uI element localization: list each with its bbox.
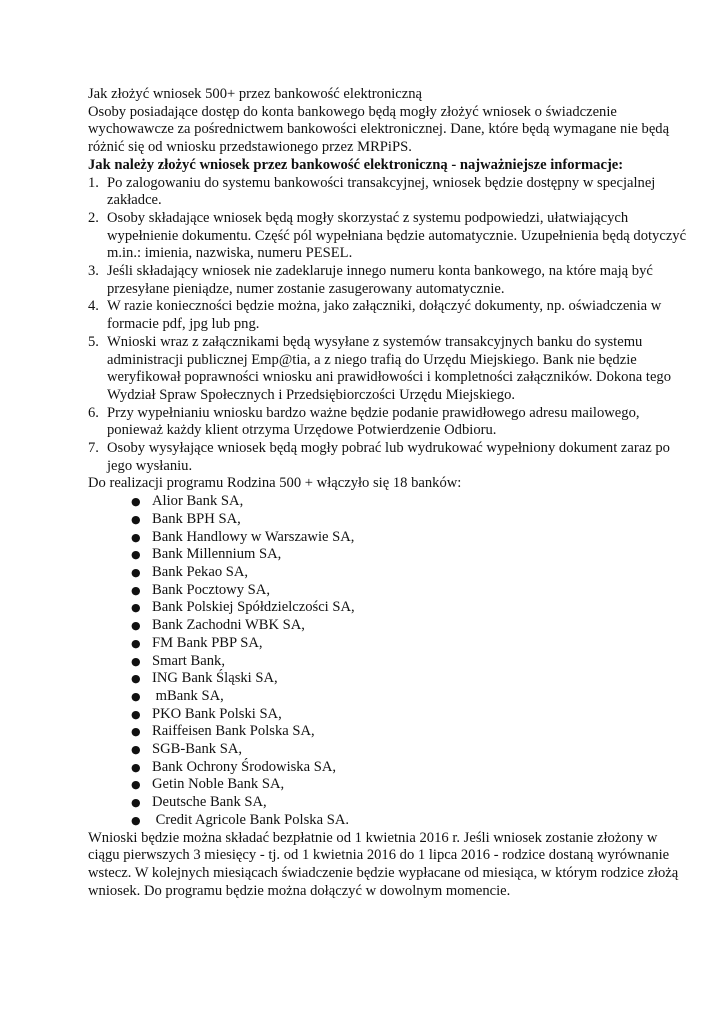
bank-name: Bank Polskiej Spółdzielczości SA, [152, 599, 355, 616]
bullet-icon: ● [131, 654, 141, 668]
bullet-icon: ● [131, 530, 141, 544]
bank-item [131, 510, 688, 529]
bullet-icon: ● [131, 601, 141, 615]
bank-name: Bank Pocztowy SA, [152, 581, 270, 598]
bank-item [131, 794, 688, 812]
step-item [88, 263, 688, 298]
bank-name: ING Bank Śląski SA, [152, 670, 278, 687]
bullet-icon: ● [131, 707, 141, 721]
bullet-icon: ● [131, 689, 141, 703]
step-item [88, 404, 688, 440]
bank-item [131, 811, 688, 830]
steps-list [88, 175, 688, 476]
bank-item [131, 617, 688, 635]
bank-item [131, 758, 688, 777]
bank-name: Smart Bank, [152, 652, 225, 669]
bank-item [131, 652, 688, 671]
intro-paragraph: Osoby posiadające dostęp do konta bankowego będą mogły złożyć wniosek o świadczenie wychowawcze za pośrednictwem bankowości elektronicznej. Dane, które będą wymagane nie będą różnić się od wniosku przedstawionego przez MRPiPS. [88, 103, 670, 156]
bullet-icon: ● [131, 565, 141, 579]
step-item [88, 174, 688, 210]
bank-name: Getin Noble Bank SA, [152, 776, 285, 793]
bank-name: Bank BPH SA, [152, 510, 241, 527]
bank-item [131, 528, 688, 547]
bank-name: Bank Handlowy w Warszawie SA, [152, 528, 355, 545]
bank-item [131, 670, 688, 688]
bank-item [131, 563, 688, 582]
step-item [88, 298, 688, 333]
step-item [88, 209, 688, 263]
step-text: W razie konieczności będzie można, jako załączniki, dołączyć dokumenty, np. oświadczenia w formacie pdf, jpg lub png. [107, 298, 662, 333]
bank-item [131, 581, 688, 600]
bank-item [131, 599, 688, 617]
bank-name: Alior Bank SA, [152, 493, 244, 510]
bank-name: Deutsche Bank SA, [152, 794, 267, 811]
step-text: Po zalogowaniu do systemu bankowości transakcyjnej, wniosek będzie dostępny w specjalnej zakładce. [107, 174, 656, 209]
step-number: 1. [88, 174, 99, 191]
document-page [88, 86, 688, 900]
bank-item [131, 546, 688, 564]
bullet-icon: ● [131, 725, 141, 739]
bank-name: Bank Ochrony Środowiska SA, [152, 758, 337, 775]
step-text: Jeśli składający wniosek nie zadeklaruje innego numeru konta bankowego, na które mają być przesyłane pieniądze, numer zostanie zasugerowany automatycznie. [107, 263, 653, 297]
step-item [88, 440, 688, 475]
bullet-icon: ● [131, 778, 141, 792]
bullet-icon: ● [131, 672, 141, 686]
step-number: 3. [88, 263, 99, 280]
bullet-icon: ● [131, 760, 141, 774]
bank-name: Bank Zachodni WBK SA, [152, 617, 305, 634]
bank-item [131, 776, 688, 794]
document-title: Jak złożyć wniosek 500+ przez bankowość elektroniczną [88, 86, 423, 102]
banks-intro: Do realizacji programu Rodzina 500 + włączyło się 18 banków: [88, 475, 462, 492]
bank-item [131, 723, 688, 741]
step-number: 4. [88, 298, 99, 315]
step-item [88, 333, 688, 405]
bullet-icon: ● [131, 548, 141, 562]
step-text: Przy wypełnianiu wniosku bardzo ważne będzie podanie prawidłowego adresu mailowego, ponieważ każdy klient otrzyma Urzędowe Potwierdzenie Odbioru. [107, 404, 640, 439]
bank-name: Bank Pekao SA, [152, 563, 249, 580]
bank-item [131, 493, 688, 511]
bullet-icon: ● [131, 813, 141, 827]
step-number: 7. [88, 440, 99, 457]
step-number: 5. [88, 333, 99, 350]
bank-name: mBank SA, [152, 687, 224, 704]
bullet-icon: ● [131, 495, 141, 509]
bank-item [131, 634, 688, 653]
section-heading: Jak należy złożyć wniosek przez bankowość elektroniczną - najważniejsze informacje: [88, 156, 624, 173]
bullet-icon: ● [131, 583, 141, 597]
step-number: 6. [88, 404, 99, 421]
bank-name: Raiffeisen Bank Polska SA, [152, 723, 315, 740]
banks-list [88, 493, 688, 829]
bullet-icon: ● [131, 796, 141, 810]
bank-name: FM Bank PBP SA, [152, 634, 263, 651]
bullet-icon: ● [131, 636, 141, 650]
closing-paragraph: Wnioski będzie można składać bezpłatnie od 1 kwietnia 2016 r. Jeśli wniosek zostanie złożony w ciągu pierwszych 3 miesięcy - tj. od 1 kwietnia 2016 do 1 lipca 2016 - rodzice dostaną wyrównanie wstecz. W kolejnych miesiącach świadczenie będzie wypłacane od miesiąca, w którym rodzice złożą wniosek. Do programu będzie można dołączyć w dowolnym momencie. [88, 829, 679, 899]
bank-name: SGB-Bank SA, [152, 741, 243, 758]
step-text: Osoby składające wniosek będą mogły skorzystać z systemu podpowiedzi, ułatwiających wypełnienie dokumentu. Część pól wypełniana będzie automatycznie. Uzupełnienia będą dotyczyć m.in.: imienia, nazwiska, numeru PESEL. [107, 209, 687, 262]
step-text: Osoby wysyłające wniosek będą mogły pobrać lub wydrukować wypełniony dokument zaraz po jego wysłaniu. [107, 440, 670, 474]
step-text: Wnioski wraz z załącznikami będą wysyłane z systemów transakcyjnych banku do systemu administracji publicznej Emp@tia, a z niego trafią do Urzędu Miejskiego. Bank nie będzie weryfikował poprawności wniosku ani prawidłowości i kompletności załączników. Dokona tego Wydział Spraw Społecznych i Przedsiębiorczości Urzędu Miejskiego. [107, 333, 672, 403]
bank-item [131, 741, 688, 759]
bank-name: Credit Agricole Bank Polska SA. [152, 811, 350, 828]
bank-name: PKO Bank Polski SA, [152, 705, 282, 722]
bank-name: Bank Millennium SA, [152, 546, 282, 563]
bank-item [131, 687, 688, 706]
bullet-icon: ● [131, 743, 141, 757]
bullet-icon: ● [131, 512, 141, 526]
step-number: 2. [88, 209, 99, 226]
bullet-icon: ● [131, 619, 141, 633]
bank-item [131, 705, 688, 724]
